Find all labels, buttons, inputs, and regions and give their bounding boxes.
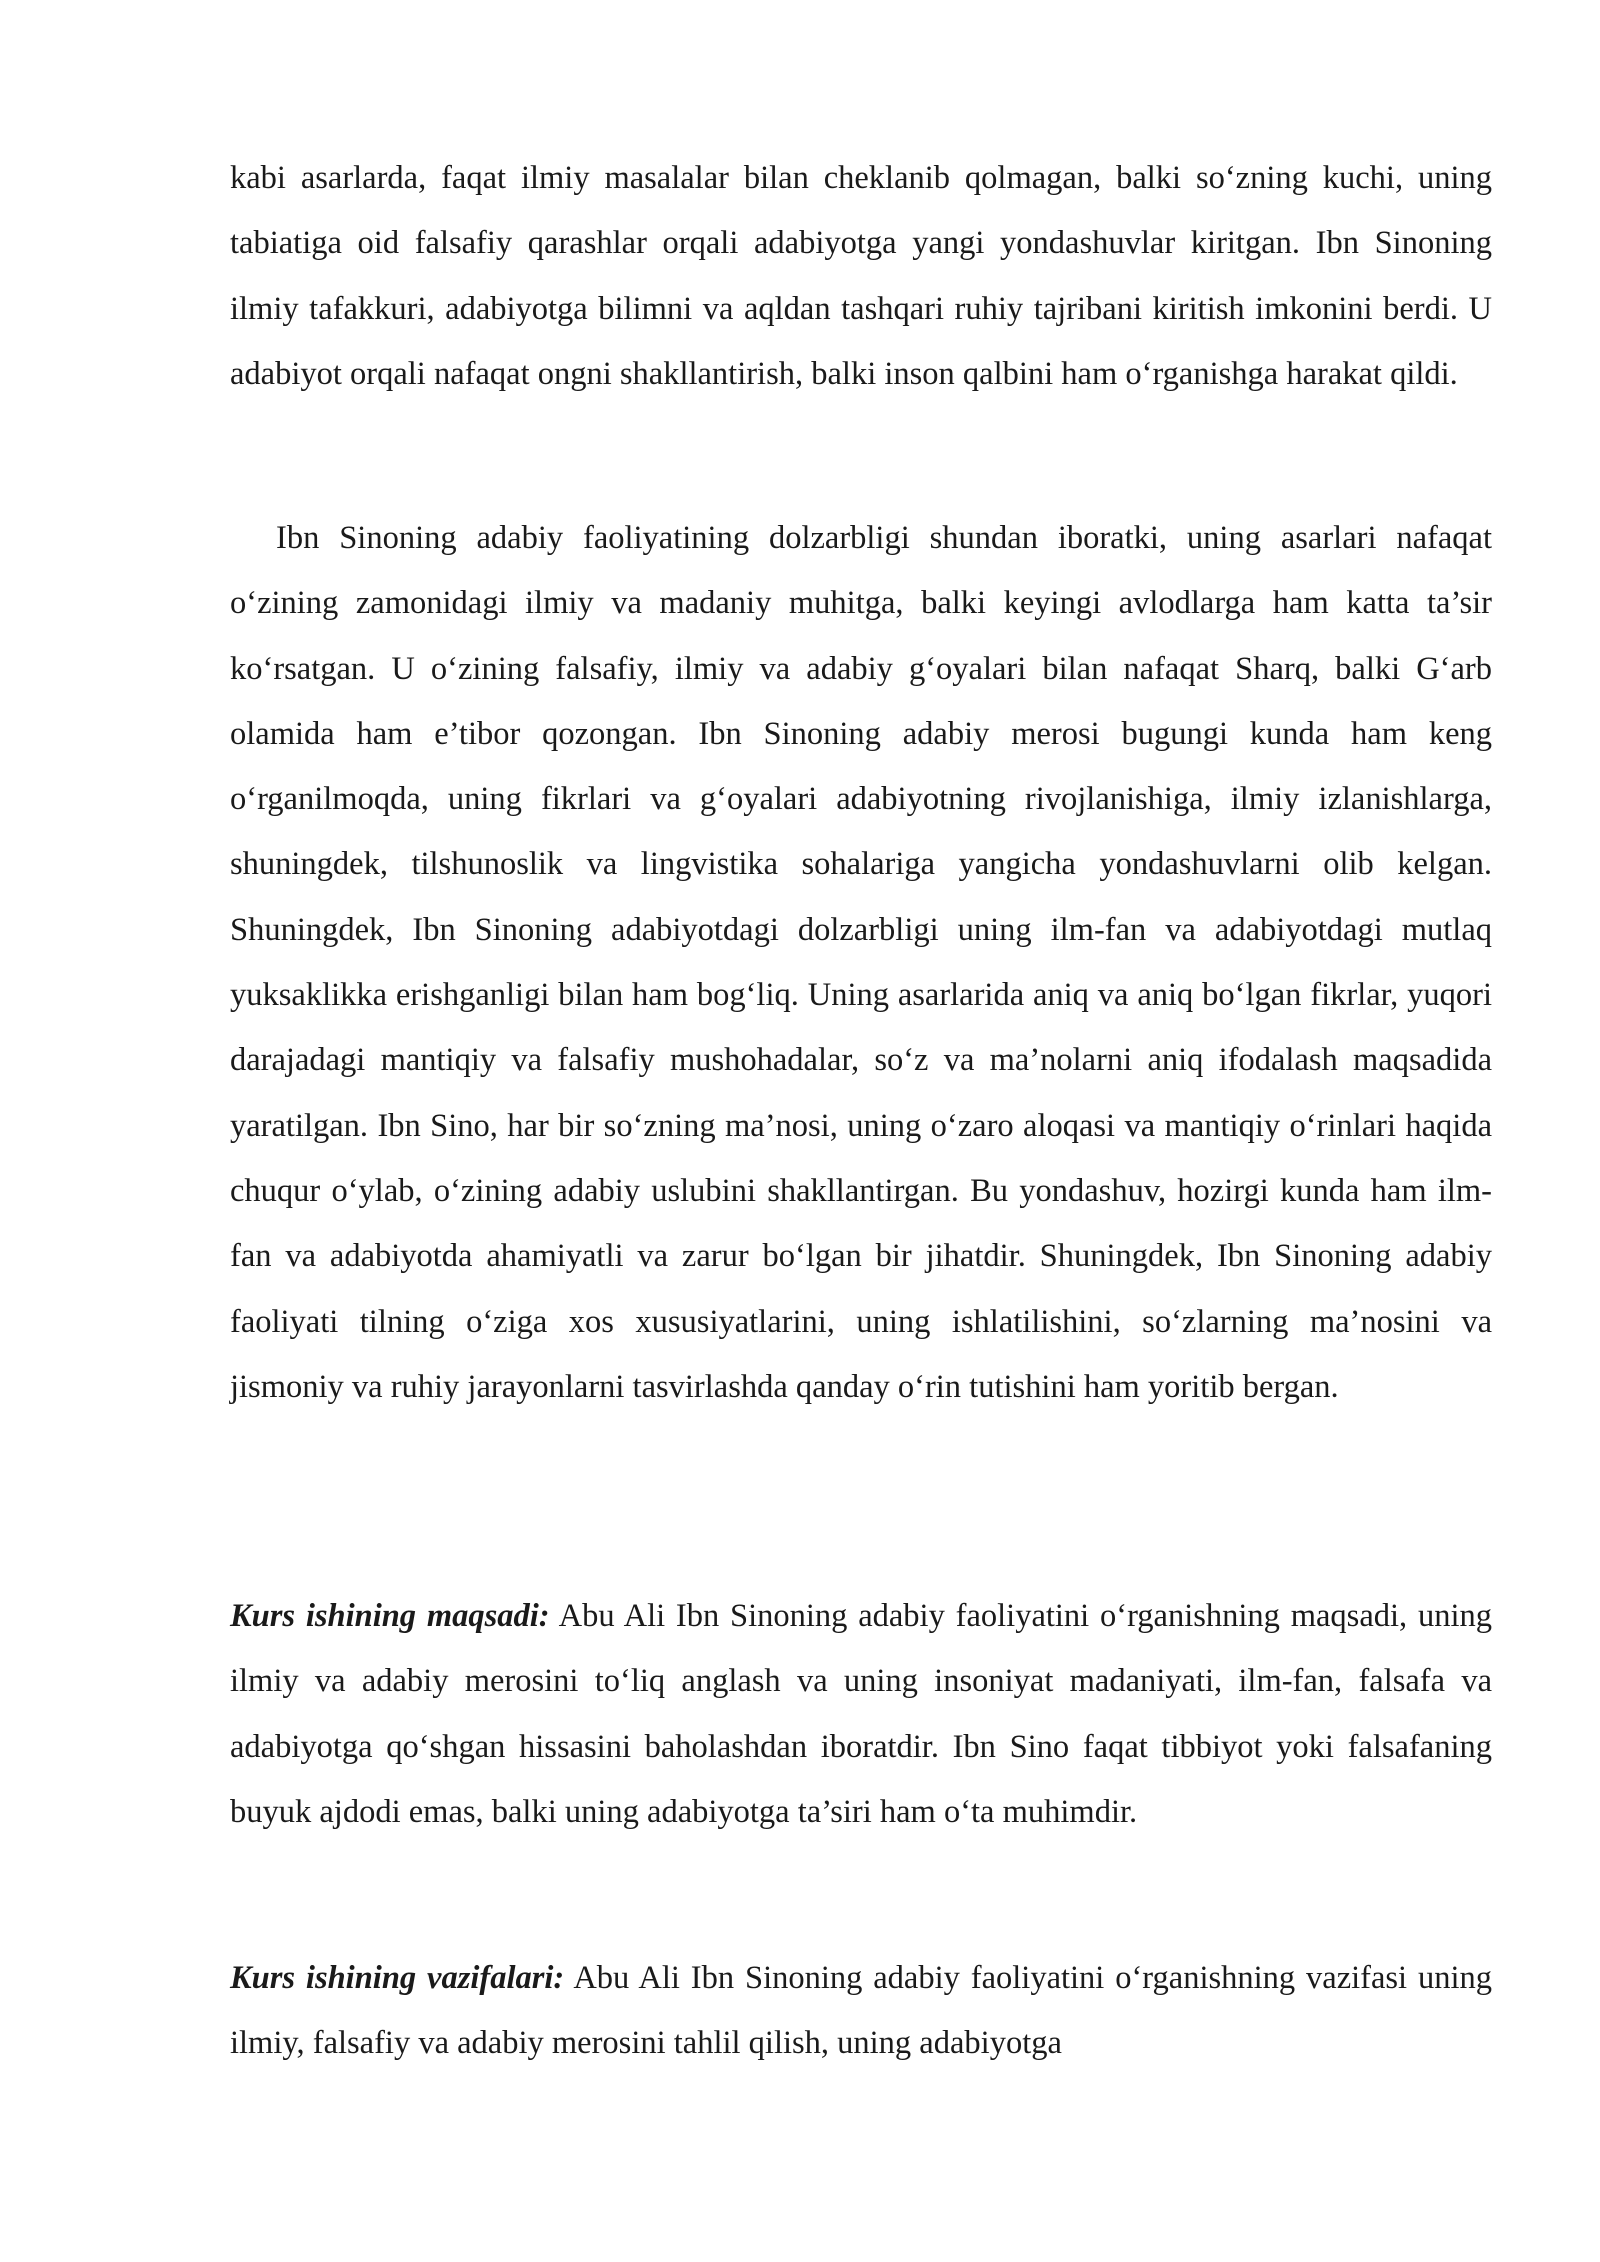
paragraph-text: Abu Ali Ibn Sinoning adabiy faoliyatini o‘rganishning maqsadi, uning ilmiy va adabiy merosini to‘liq anglash va uning insoniyat madaniyati, ilm-fan, falsafa va adabiyotga qo‘shgan hissasini baholashdan iboratdir. Ibn Sino faqat tibbiyot yoki falsafaning buyuk ajdodi emas, balki uning adabiyotga ta’siri ham o‘ta muhimdir. <box>230 1598 1492 1830</box>
paragraph-continuation <box>230 146 1492 407</box>
paragraph-lead-heading: Kurs ishining vazifalari: <box>230 1960 565 1996</box>
paragraph-relevance <box>230 506 1492 1420</box>
paragraph-text: Ibn Sinoning adabiy faoliyatining dolzarbligi shundan iboratki, uning asarlari nafaqat o‘zining zamonidagi ilmiy va madaniy muhitga, balki keyingi avlodlarga ham katta ta’sir ko‘rsatgan. U o‘zining falsafiy, ilmiy va adabiy g‘oyalari bilan nafaqat Sharq, balki G‘arb olamida ham e’tibor qozongan. Ibn Sinoning adabiy merosi bugungi kunda ham keng o‘rganilmoqda, uning fikrlari va g‘oyalari adabiyotning rivojlanishiga, ilmiy izlanishlarga, shuningdek, tilshunoslik va lingvistika sohalariga yangicha yondashuvlarni olib kelgan. Shuningdek, Ibn Sinoning adabiyotdagi dolzarbligi uning ilm-fan va adabiyotdagi mutlaq yuksaklikka erishganligi bilan ham bog‘liq. Uning asarlarida aniq va aniq bo‘lgan fikrlar, yuqori darajadagi mantiqiy va falsafiy mushohadalar, so‘z va ma’nolarni aniq ifodalash maqsadida yaratilgan. Ibn Sino, har bir so‘zning ma’nosi, uning o‘zaro aloqasi va mantiqiy o‘rinlari haqida chuqur o‘ylab, o‘zining adabiy uslubini shakllantirgan. Bu yondashuv, hozirgi kunda ham ilm-fan va adabiyotda ahamiyatli va zarur bo‘lgan bir jihatdir. Shuningdek, Ibn Sinoning adabiy faoliyati tilning o‘ziga xos xususiyatlarini, uning ishlatilishini, so‘zlarning ma’nosini va jismoniy va ruhiy jarayonlarni tasvirlashda qanday o‘rin tutishini ham yoritib bergan. <box>230 520 1492 1405</box>
paragraph-text: Abu Ali Ibn Sinoning adabiy faoliyatini o‘rganishning vazifasi uning ilmiy, falsafiy va adabiy merosini tahlil qilish, uning adabiyotga <box>230 1960 1492 2062</box>
paragraph-course-goal <box>230 1584 1492 1845</box>
paragraph-lead-heading: Kurs ishining maqsadi: <box>230 1598 550 1634</box>
paragraph-body <box>230 1946 1492 2077</box>
paragraph-body <box>230 1584 1492 1845</box>
paragraph-course-tasks <box>230 1946 1492 2077</box>
paragraph-text: kabi asarlarda, faqat ilmiy masalalar bilan cheklanib qolmagan, balki so‘zning kuchi, uning tabiatiga oid falsafiy qarashlar orqali adabiyotga yangi yondashuvlar kiritgan. Ibn Sinoning ilmiy tafakkuri, adabiyotga bilimni va aqldan tashqari ruhiy tajribani kiritish imkonini berdi. U adabiyot orqali nafaqat ongni shakllantirish, balki inson qalbini ham o‘rganishga harakat qildi. <box>230 160 1492 392</box>
